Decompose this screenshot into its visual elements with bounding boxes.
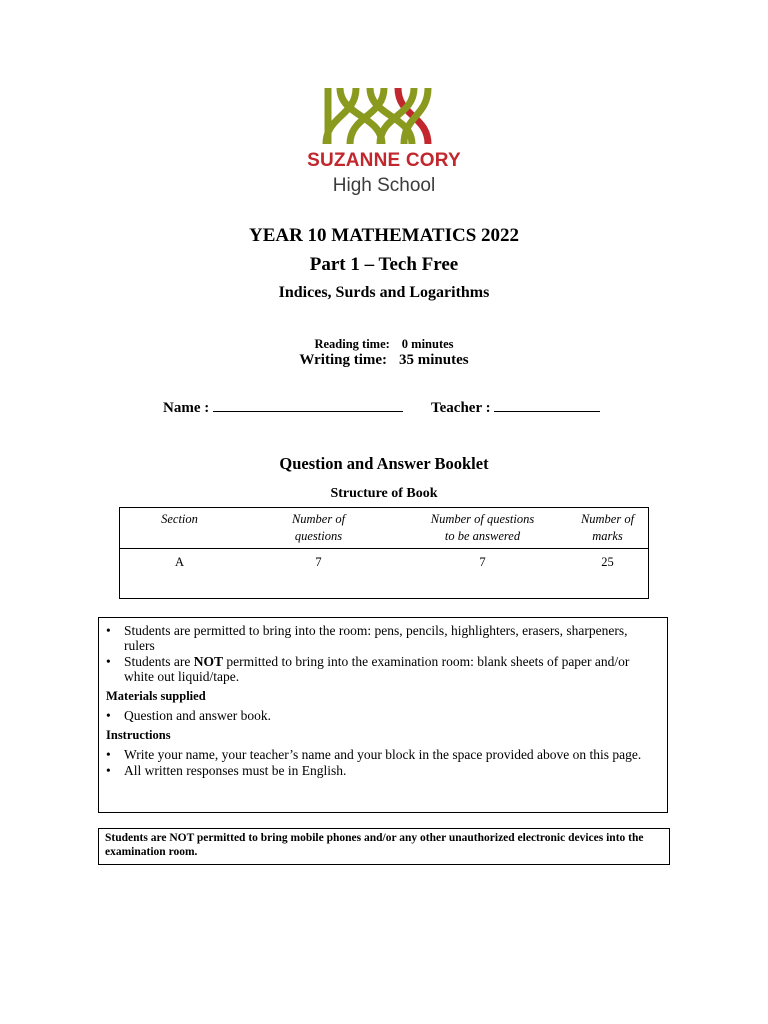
cell-answered: 7: [479, 555, 486, 569]
structure-header-row: [120, 508, 649, 549]
exam-topic: Indices, Surds and Logarithms: [278, 284, 490, 301]
instructions-list: [106, 747, 659, 778]
col-number-questions: Number of questions: [291, 512, 346, 543]
bullet-icon: •: [106, 708, 111, 723]
list-item: • All written responses must be in English.: [106, 763, 347, 778]
school-logo-icon: [322, 88, 440, 144]
exam-part: Part 1 – Tech Free: [309, 254, 459, 275]
table-row: [120, 549, 649, 599]
writing-time: [0, 352, 768, 369]
teacher-field: [431, 397, 600, 417]
exam-title: YEAR 10 MATHEMATICS 2022: [248, 225, 520, 246]
writing-time-value: 35 minutes: [399, 352, 469, 368]
cell-section: A: [174, 555, 185, 569]
col-number-marks: Number of marks: [580, 512, 635, 543]
teacher-line[interactable]: [494, 397, 600, 412]
permissions-list: [106, 623, 659, 684]
school-subtitle: High School: [332, 175, 436, 196]
teacher-label: Teacher :: [431, 400, 491, 416]
bullet-icon: •: [106, 623, 111, 638]
reading-time-label: Reading time:: [314, 337, 390, 351]
booklet-title: Question and Answer Booklet: [279, 454, 489, 473]
list-item: • Write your name, your teacher’s name and your block in the space provided above on this page.: [106, 747, 642, 762]
name-line[interactable]: [213, 397, 403, 412]
bullet-icon: •: [106, 763, 111, 778]
school-name: SUZANNE CORY: [307, 150, 461, 171]
name-label: Name :: [163, 400, 210, 416]
cell-questions: 7: [315, 555, 322, 569]
cell-marks: 25: [601, 555, 614, 569]
structure-title: Structure of Book: [330, 486, 438, 501]
name-field: [163, 397, 403, 417]
instructions-heading: Instructions: [106, 728, 171, 742]
bullet-icon: •: [106, 747, 111, 762]
reading-time: [0, 337, 768, 352]
col-section: Section: [161, 512, 198, 526]
writing-time-label: Writing time:: [299, 352, 388, 368]
bullet-icon: •: [106, 654, 111, 669]
rules-box: [98, 617, 668, 813]
materials-list: [106, 708, 659, 723]
list-item: • Question and answer book.: [106, 708, 271, 723]
reading-time-value: 0 minutes: [401, 337, 454, 351]
structure-table: [119, 507, 649, 599]
materials-heading: Materials supplied: [106, 689, 206, 703]
list-item: • Students are permitted to bring into the room: pens, pencils, highlighters, erasers, sharpeners, rulers: [106, 623, 628, 653]
list-item: • Students are NOT permitted to bring into the examination room: blank sheets of paper and/or white out liquid/tape.: [106, 654, 630, 684]
warning-box: [98, 828, 670, 865]
col-questions-answered: Number of questions to be answered: [430, 512, 535, 543]
warning-text: Students are NOT permitted to bring mobile phones and/or any other unauthorized electronic devices into the examination room.: [105, 832, 644, 858]
